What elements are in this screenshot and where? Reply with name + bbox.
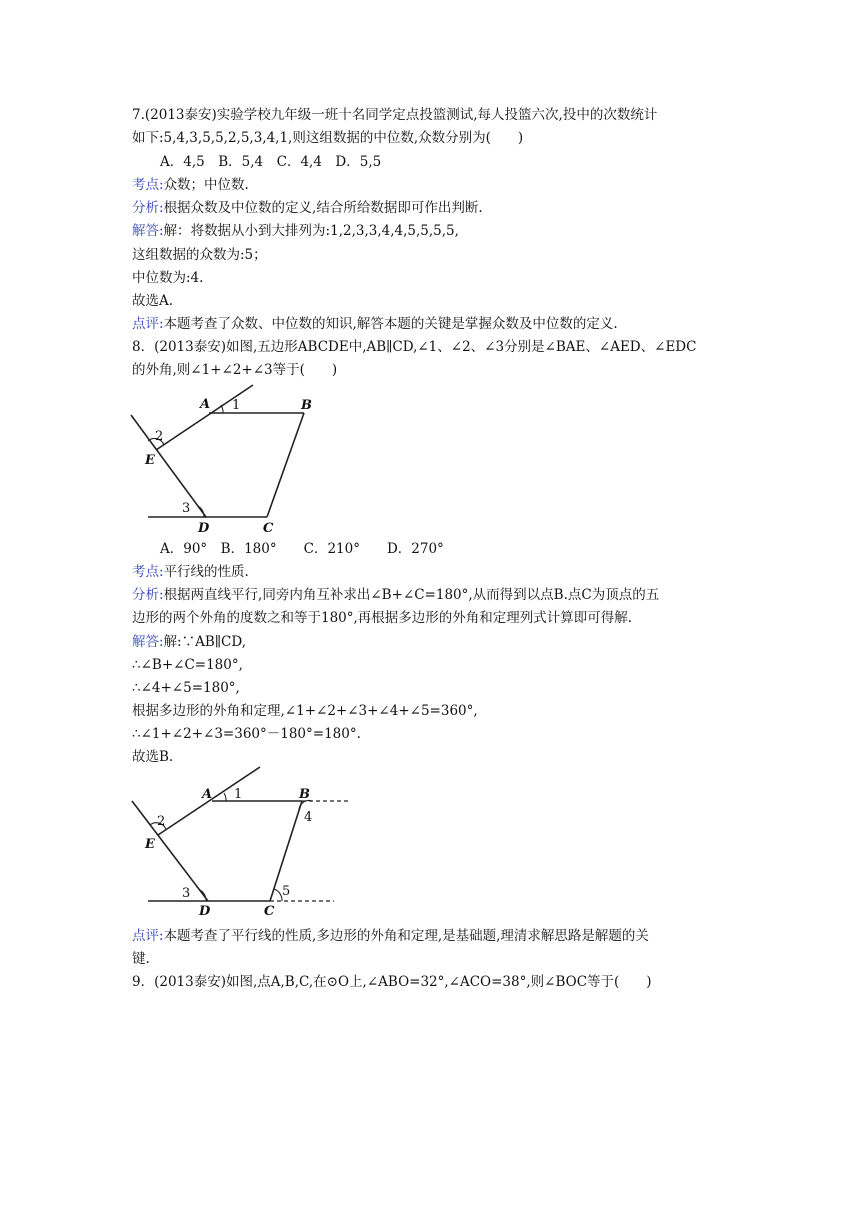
label-2: 2 (155, 429, 164, 444)
q7-stem-line1: 7.(2013泰安)实验学校九年级一班十名同学定点投篮测试,每人投篮六次,投中的次数统计 (132, 107, 658, 123)
q7-fenxi (132, 197, 483, 219)
fenxi-text: 根据两直线平行,同旁内角互补求出∠B+∠C=180°,从而得到以点B.点C为顶点的五 (163, 587, 660, 603)
q8-dianping-line1 (132, 925, 649, 947)
q8-jieda-line6: 故选B. (132, 749, 174, 765)
q8-jieda-line3: ∴∠4+∠5=180°, (132, 680, 240, 696)
kaodian-text: 平行线的性质. (163, 564, 249, 580)
ray-through-a (156, 385, 253, 450)
label-c: C (263, 521, 274, 536)
kaodian-label: 考点: (132, 177, 164, 193)
label-e: E (145, 453, 155, 468)
q8-fenxi-line1 (132, 584, 659, 606)
pentagon-figure-1 (126, 375, 446, 540)
label-d: D (198, 521, 210, 536)
q7-kaodian (132, 174, 249, 196)
ray-through-e (131, 415, 206, 517)
label-1: 1 (234, 787, 243, 802)
jieda-label: 解答: (132, 223, 164, 239)
q8-jieda-line1 (132, 631, 246, 653)
fenxi-label: 分析: (132, 587, 164, 603)
jieda-text: 解：将数据从小到大排列为:1,2,3,3,4,4,5,5,5,5, (163, 223, 459, 239)
label-a: A (202, 787, 213, 802)
label-b: B (299, 787, 310, 802)
jieda-text: 解:∵AB∥CD, (163, 634, 246, 650)
label-3: 3 (182, 501, 191, 516)
q7-stem-line2: 如下:5,4,3,5,5,2,5,3,4,1,则这组数据的中位数,众数分别为( ) (132, 130, 524, 146)
dianping-text: 本题考查了平行线的性质,多边形的外角和定理,是基础题,理清求解思路是解题的关 (163, 928, 649, 944)
label-d: D (199, 904, 211, 919)
q8-dianping-line2: 键. (132, 951, 150, 967)
kaodian-label: 考点: (132, 564, 164, 580)
q7-jieda-line3: 中位数为:4. (132, 270, 204, 286)
q8-stem-line2: 的外角,则∠1+∠2+∠3等于( ) (132, 362, 338, 378)
dianping-text: 本题考查了众数、中位数的知识,解答本题的关键是掌握众数及中位数的定义. (163, 316, 618, 332)
jieda-label: 解答: (132, 634, 164, 650)
label-1: 1 (232, 398, 241, 413)
kaodian-text: 众数；中位数. (163, 177, 249, 193)
q8-jieda-line2: ∴∠B+∠C=180°, (132, 657, 243, 673)
q7-jieda-line4: 故选A. (132, 293, 174, 309)
label-2: 2 (157, 814, 166, 829)
q9-stem-line1: 9．(2013泰安)如图,点A,B,C,在⊙O上,∠ABO=32°,∠ACO=38°,则∠BOC等于( ) (132, 974, 652, 990)
label-5: 5 (282, 884, 291, 899)
q8-kaodian (132, 561, 249, 583)
side-bc (267, 413, 304, 517)
label-e: E (145, 837, 155, 852)
q8-jieda-line4: 根据多边形的外角和定理,∠1+∠2+∠3+∠4+∠5=360°, (132, 703, 478, 719)
label-4: 4 (304, 810, 313, 825)
q8-jieda-line5: ∴∠1+∠2+∠3=360°－180°=180°. (132, 726, 361, 742)
arc-angle-5 (274, 889, 282, 901)
q7-dianping (132, 313, 618, 335)
label-a: A (200, 397, 211, 412)
pentagon-figure-2 (126, 765, 446, 925)
q8-options: A．90° B．180° C．210° D．270° (160, 541, 444, 557)
dianping-label: 点评: (132, 316, 164, 332)
q7-jieda-line2: 这组数据的众数为:5； (132, 247, 267, 263)
label-b: B (301, 398, 312, 413)
q8-fenxi-line2: 边形的两个外角的度数之和等于180°,再根据多边形的外角和定理列式计算即可得解. (132, 610, 633, 626)
q7-options: A．4,5 B．5,4 C．4,4 D．5,5 (160, 154, 382, 170)
fenxi-label: 分析: (132, 200, 164, 216)
label-c: C (264, 904, 275, 919)
dianping-label: 点评: (132, 928, 164, 944)
q7-jieda-line1 (132, 220, 459, 242)
fenxi-text: 根据众数及中位数的定义,结合所给数据即可作出判断. (163, 200, 483, 216)
ray-through-e (132, 801, 208, 901)
label-3: 3 (182, 886, 191, 901)
q8-stem-line1: 8．(2013泰安)如图,五边形ABCDE中,AB∥CD,∠1、∠2、∠3分别是∠BAE、∠AED、∠EDC (132, 339, 697, 355)
arc-angle-1 (224, 793, 226, 801)
